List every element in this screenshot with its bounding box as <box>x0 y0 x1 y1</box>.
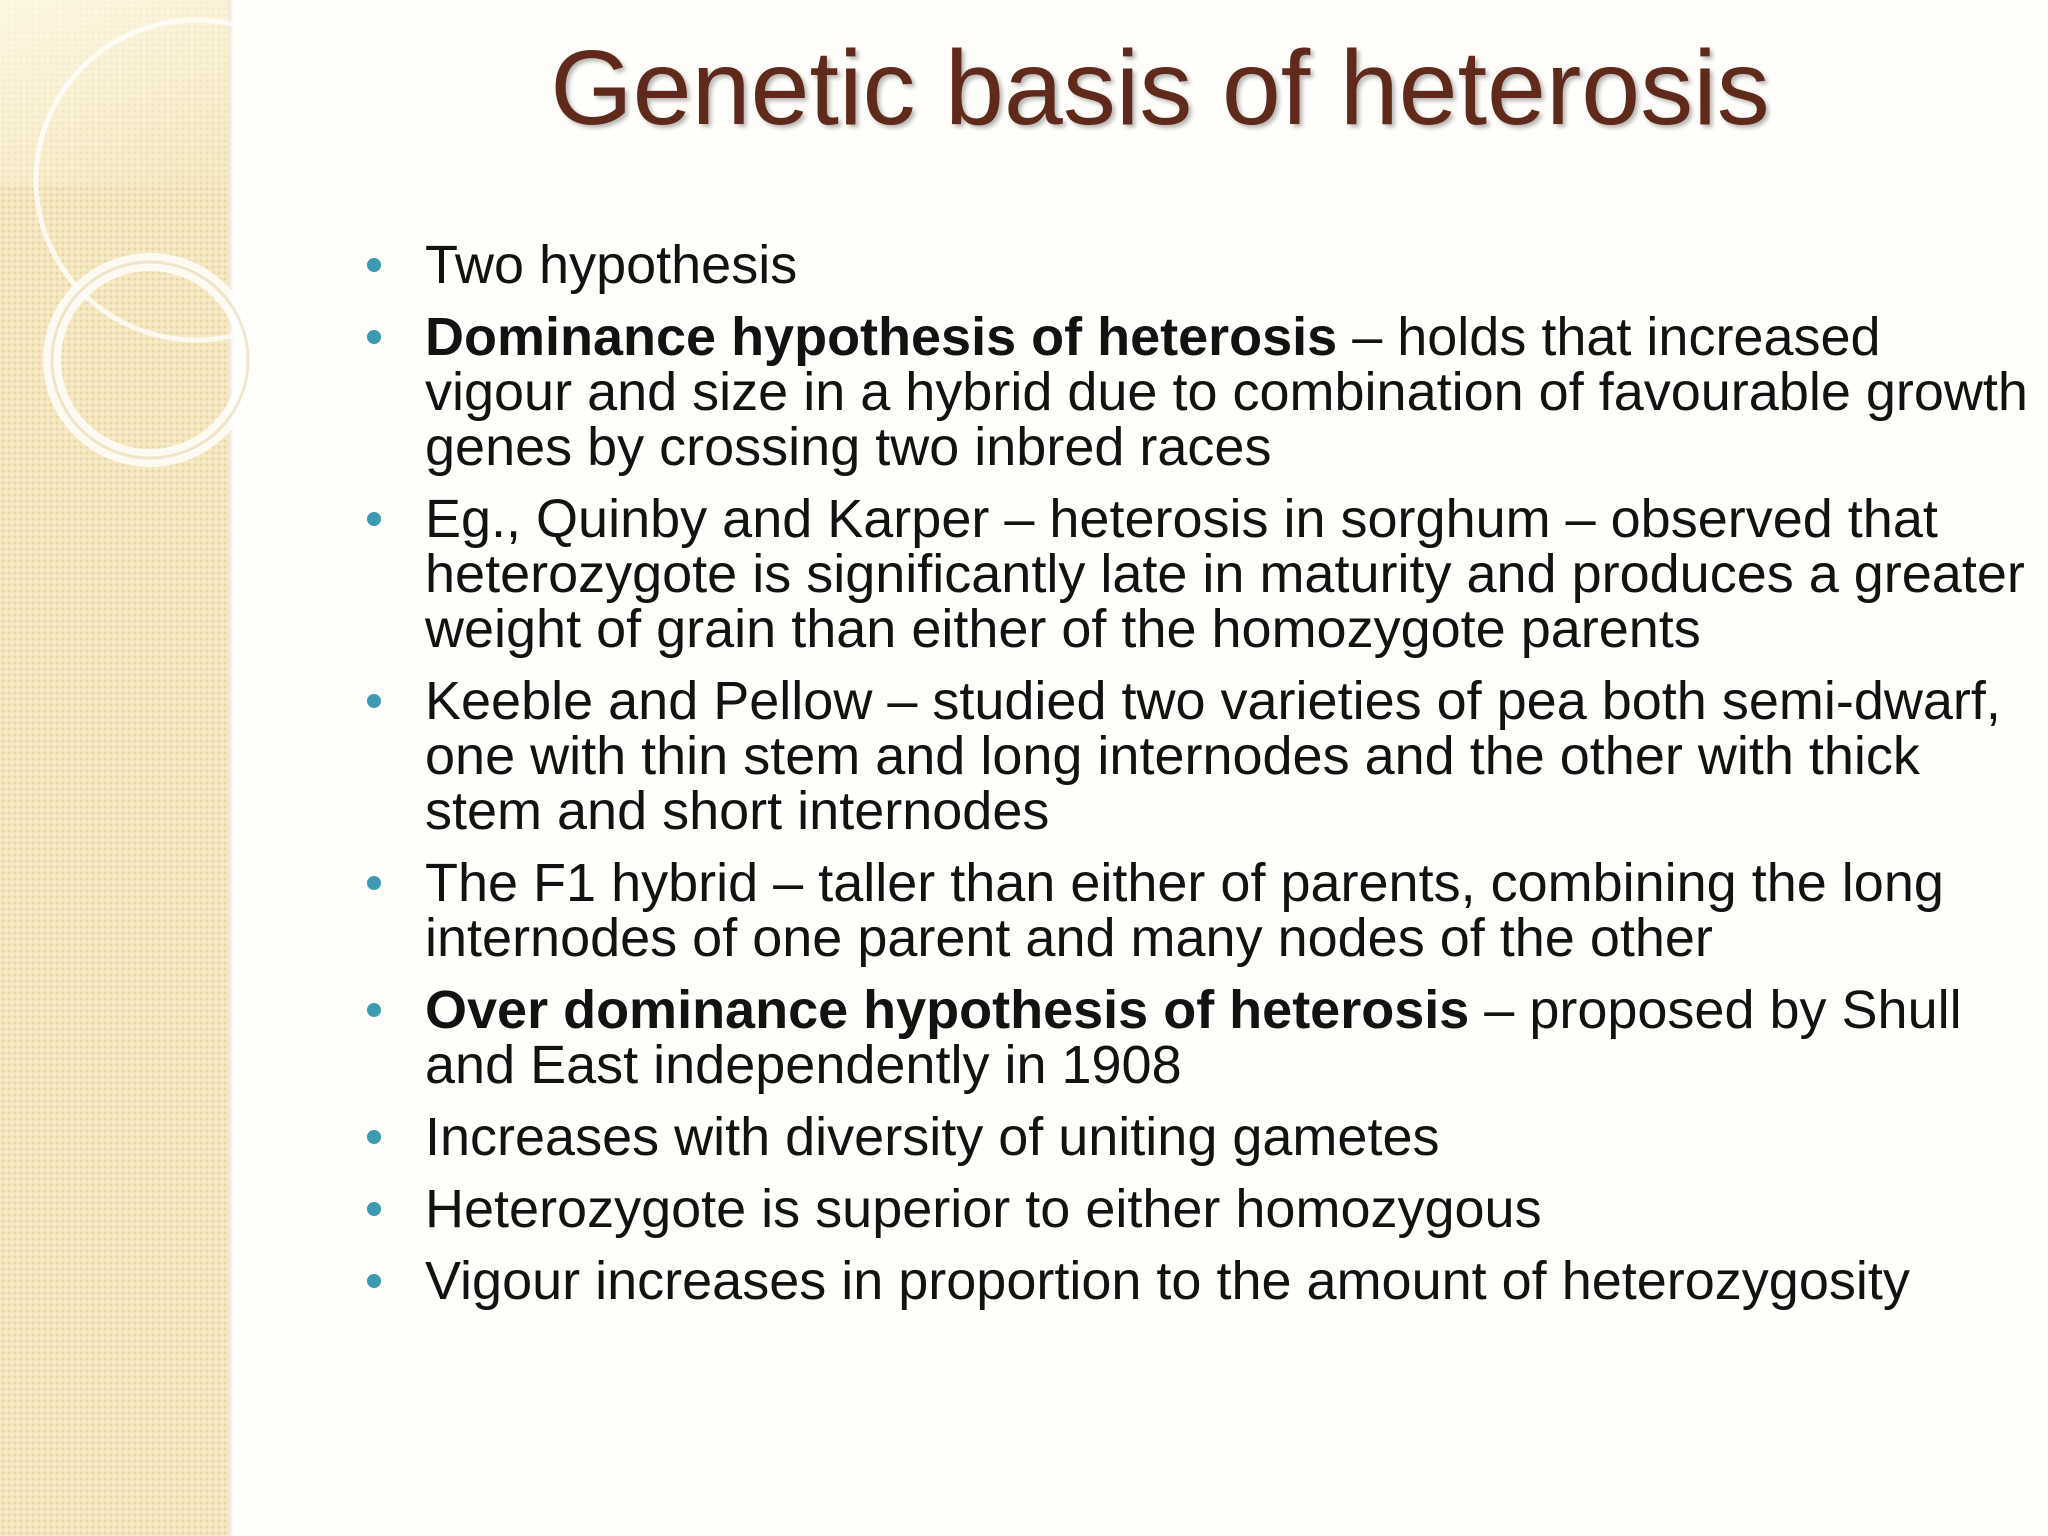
bullet-item <box>360 671 2040 841</box>
bullet-dot-icon <box>367 1003 381 1017</box>
bullet-text: The F1 hybrid – taller than either of parents, combining the long internodes of one parent and many nodes of the other <box>425 853 1944 968</box>
bullet-dot-icon <box>367 1202 381 1216</box>
bullet-text: Two hypothesis <box>425 235 798 295</box>
slide-title: Genetic basis of heterosis <box>550 29 1770 147</box>
bullet-item <box>360 1179 2040 1239</box>
bullet-item <box>360 980 2040 1095</box>
bullet-list <box>360 235 2040 1326</box>
bullet-item <box>360 1251 2040 1311</box>
bullet-dot-icon <box>367 1130 381 1144</box>
bullet-bold-text: Dominance hypothesis of heterosis <box>425 307 1338 367</box>
bullet-text: Heterozygote is superior to either homozygous <box>425 1179 1542 1239</box>
bullet-text: Vigour increases in proportion to the amount of heterozygosity <box>425 1251 1910 1311</box>
bullet-bold-text: Over dominance hypothesis of heterosis <box>425 980 1470 1040</box>
bullet-dot-icon <box>367 694 381 708</box>
bullet-text: – proposed by Shull and East independently in 1908 <box>425 980 1962 1095</box>
bullet-dot-icon <box>367 512 381 526</box>
bullet-item <box>360 307 2040 477</box>
bullet-text: Eg., Quinby and Karper – heterosis in sorghum – observed that heterozygote is significantly late in maturity and produces a greater weight of grain than either of the homozygote parents <box>425 489 2025 659</box>
bullet-item <box>360 489 2040 659</box>
bullet-text: Increases with diversity of uniting gametes <box>425 1107 1440 1167</box>
bullet-dot-icon <box>367 876 381 890</box>
bullet-item <box>360 235 2040 295</box>
bullet-text: Keeble and Pellow – studied two varieties of pea both semi-dwarf, one with thin stem and long internodes and the other with thick stem and short internodes <box>425 671 2001 841</box>
decorative-rings <box>0 0 260 520</box>
bullet-text: – holds that increased vigour and size in a hybrid due to combination of favourable growth genes by crossing two inbred races <box>425 307 2028 477</box>
bullet-dot-icon <box>367 1274 381 1288</box>
bullet-dot-icon <box>367 330 381 344</box>
bullet-dot-icon <box>367 258 381 272</box>
bullet-item <box>360 1107 2040 1167</box>
bullet-item <box>360 853 2040 968</box>
